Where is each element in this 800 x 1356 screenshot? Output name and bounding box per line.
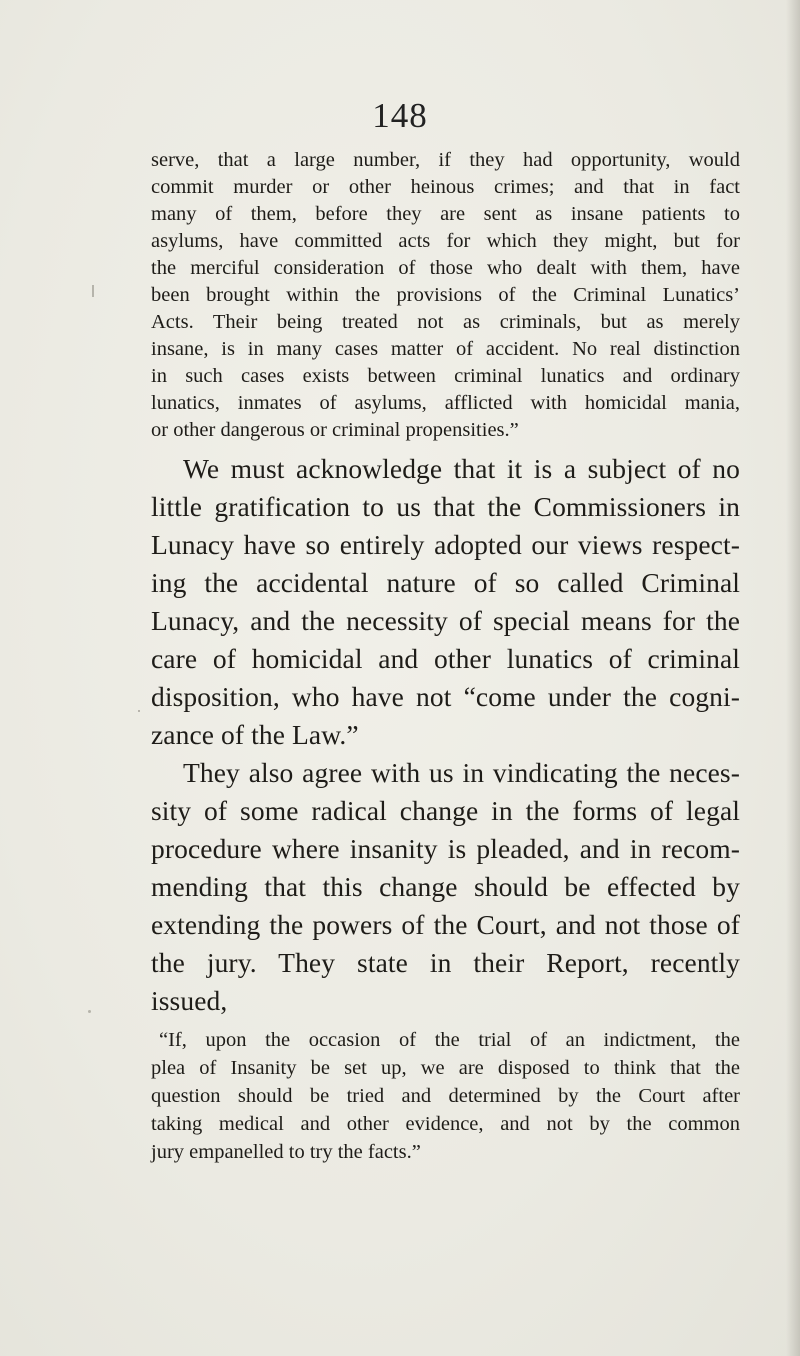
body-line: mending that this change should be effected by	[151, 871, 740, 902]
scan-speck	[88, 1010, 91, 1013]
quote-line: insane, is in many cases matter of accident. No real distinction	[151, 338, 740, 360]
quote-line: in such cases exists between criminal lunatics and ordinary	[151, 365, 740, 387]
quote-line: jury empanelled to try the facts.”	[151, 1141, 421, 1163]
quote-line: commit murder or other heinous crimes; and that in fact	[151, 176, 740, 198]
quote-line: lunatics, inmates of asylums, afflicted with homicidal mania,	[151, 392, 740, 414]
body-line: zance of the Law.”	[151, 719, 359, 750]
quote-line: many of them, before they are sent as insane patients to	[151, 203, 740, 225]
body-line: We must acknowledge that it is a subject of no	[183, 453, 740, 484]
body-line: sity of some radical change in the forms of legal	[151, 795, 740, 826]
body-line: care of homicidal and other lunatics of criminal	[151, 643, 740, 674]
body-line: disposition, who have not “come under the cogni-	[151, 681, 740, 712]
body-line: extending the powers of the Court, and not those of	[151, 909, 740, 940]
body-line: little gratification to us that the Commissioners in	[151, 491, 740, 522]
quote-line: been brought within the provisions of the Criminal Lunatics’	[151, 284, 740, 306]
body-line: Lunacy, and the necessity of special means for the	[151, 605, 740, 636]
body-line: They also agree with us in vindicating the neces-	[183, 757, 740, 788]
body-line: the jury. They state in their Report, recently	[151, 947, 740, 978]
quote-line: plea of Insanity be set up, we are disposed to think that the	[151, 1057, 740, 1079]
page-edge-shadow	[786, 0, 800, 1356]
quote-line: question should be tried and determined by the Court after	[151, 1085, 740, 1107]
quote-line: “If, upon the occasion of the trial of an indictment, the	[159, 1029, 740, 1051]
quote-line: the merciful consideration of those who dealt with them, have	[151, 257, 740, 279]
quote-line: or other dangerous or criminal propensities.”	[151, 419, 519, 441]
body-line: ing the accidental nature of so called Criminal	[151, 567, 740, 598]
quote-line: taking medical and other evidence, and not by the common	[151, 1113, 740, 1135]
scan-speck	[92, 285, 94, 297]
body-line: Lunacy have so entirely adopted our views respect-	[151, 529, 740, 560]
quote-line: Acts. Their being treated not as criminals, but as merely	[151, 311, 740, 333]
scan-speck	[138, 710, 140, 712]
page-number: 148	[372, 96, 428, 135]
body-line: issued,	[151, 985, 228, 1016]
quote-line: serve, that a large number, if they had opportunity, would	[151, 149, 740, 171]
quote-line: asylums, have committed acts for which they might, but for	[151, 230, 740, 252]
body-line: procedure where insanity is pleaded, and in recom-	[151, 833, 740, 864]
